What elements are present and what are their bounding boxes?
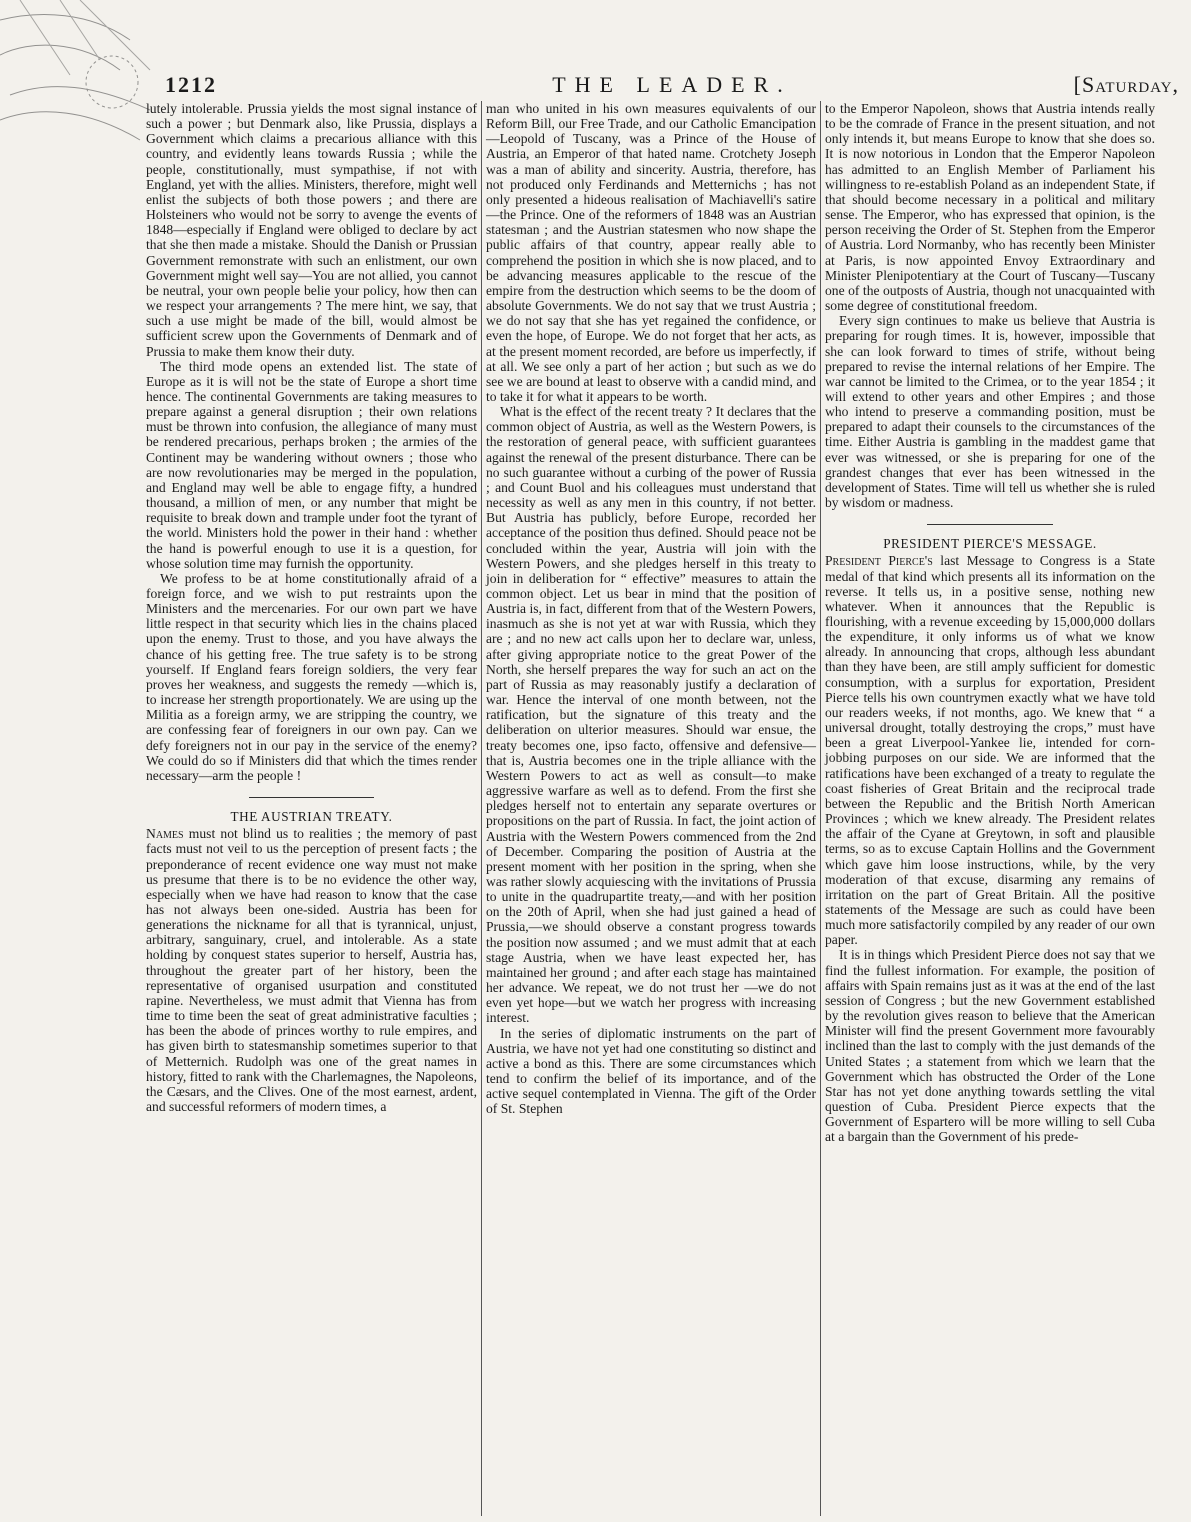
article-heading: PRESIDENT PIERCE'S MESSAGE. (883, 536, 1097, 552)
lead-words: Names (146, 826, 184, 842)
page-header (165, 72, 1179, 98)
paragraph (146, 359, 477, 571)
paragraph-text: It is in things which President Pierce does not say that we find the fullest information. For example, the position of affairs with Spain remains just as it was at the end of the last session of Congress ; but the new Government established by the revolution gives reason to believe that the American Minister will find the present Government more favourably inclined than the last to comply with the just demands of the United States ; a statement from which we learn that the Government which has obstructed the Order of the Lone Star has not yet done anything towards settling the vital question of Cuba. President Pierce expects that the Government of Espartero will be more willing to sell Cuba at a bargain than the Government of his prede- (825, 947, 1155, 1145)
paragraph-text: What is the effect of the recent treaty ? It declares that the common object of Austria, as well as the Western Powers, is the restoration of general peace, with sufficient guarantees against the renewal of the present disturbance. There can be no such guarantee without a curbing of the power of Russia ; and Count Buol and his colleagues must understand that necessity as well as any men in this country, if not better. But Austria has publicly, before Europe, recorded her acceptance of the position thus defined. Should peace not be concluded within the year, Austria will join with the Western Powers, and she pledges herself in this treaty to join in deliberation for “ effective” measures to attain the common object. Let us bear in mind that the position of Austria is, in fact, different from that of the Western Powers, inasmuch as she is not yet at war with Russia, which they are ; and no new act calls upon her to declare war, unless, after giving appropriate notice to the great Power of the North, she herself prepares the way for such an act on the part of Russia as may reasonably justify a declaration of war. Hence the interval of one month between, not the ratification, but the signature of this treaty and the deliberation on ulterior measures. Should war ensue, the treaty becomes one, ipso facto, offensive and defensive—that is, Austria becomes one in the triple alliance with the Western Powers to act as well as consult—to make aggressive warfare as well as to defend. From the first she pledges herself not to entertain any separate overtures or propositions on the part of Russia. In fact, the joint action of Austria with the Western Powers commenced from the 2nd of December. Comparing the position of Austria at the present moment with her position in the spring, when she was rather slowly acquiescing with the invitations of Prussia to unite in the quadrupartite treaty,—and with her position on the 20th of April, when she had just gained a head of Prussia,—we should observe a constant progress towards the position now assumed ; and we must admit that at each stage Austria, when we have least expected her, has maintained her ground ; and after each stage has maintained her advance. We repeat, we do not trust her —we do not even yet hope—but we watch her progress with increasing interest. (486, 404, 816, 1026)
section-divider (927, 524, 1052, 525)
paragraph-text: We profess to be at home constitutionally afraid of a foreign force, and we wish to put restraints upon the Ministers and the mercenaries. For our own part we have little respect in that security which lies in the chains placed upon the enemy. Trust to those, and you have always the chance of his getting free. The true safety is to be strong yourself. If England fears foreign soldiers, the very fear proves her weakness, and suggests the remedy —which is, to increase her strength proportionately. We are using up the Militia as a foreign army, we are stripping the country, we are confessing fear of foreigners in our own pay. Can we defy foreigners not in our pay in the service of the enemy? We could do so if Ministers did that which the times render necessary—arm the people ! (146, 570, 477, 783)
paragraph (486, 101, 816, 404)
paragraph-text: last Message to Congress is a State medal of that kind which presents all its information on the reverse. It tells us, in a positive sense, nothing new whatever. When it announces that the Republic is flourishing, with a revenue exceeding by 15,000,000 dollars the expenditure, it only informs us of what we know already. In announcing that crops, although less abundant than they have been, are still amply sufficient for domestic consumption, with a surplus for exportation, President Pierce tells his own countrymen exactly what we have told our readers weeks, if not months, ago. We knew that “ a universal drought, totally destroying the crops,” must have been a great Liverpool-Yankee lie, intended for corn-jobbing purposes on our side. We are informed that the ratifications have been exchanged of a treaty to regulate the coast fisheries of Great Britain and the reciprocal trade between the Republic and the British North American Provinces ; which we knew already. The President relates the affair of the Cyane at Greytown, in soft and plausible terms, so as to excuse Captain Hollins and the Government which gave him loose instructions, while, by the very moderation of that excuse, disarming any remains of irritation on the part of Great Britain. All the positive statements of the Message are such as could have been much more satisfactorily compiled by any reader of our own paper. (825, 553, 1156, 948)
lead-words: President Pierce's (825, 553, 933, 569)
column-2 (481, 101, 820, 1516)
paragraph-text: In the series of diplomatic instruments on the part of Austria, we have not yet had one constituting so distinct and active a bond as this. There are some circumstances which tend to confirm the belief of its importance, and of the active sequel contemplated in Vienna. The gift of the Order of St. Stephen (486, 1025, 816, 1117)
newspaper-title: THE LEADER. (552, 72, 792, 97)
paragraph (486, 404, 816, 1025)
library-stamp (0, 0, 165, 150)
paragraph (825, 313, 1155, 510)
paragraph-text: Every sign continues to make us believe that Austria is preparing for rough times. It is, however, impossible that she can look forward to times of strife, without being prepared to revise the internal relations of her Empire. The war cannot be limited to the Crimea, or to the year 1854 ; it will extend to other years and other Empires ; and those who intend to preserve a commanding position, must be prepared to adapt their counsels to the circumstances of the time. Either Austria is gambling in the maddest game that ever was witnessed, or she is preparing for one of the grandest changes that ever has been witnessed in the development of States. Time will tell us whether she is ruled by wisdom or madness. (825, 313, 1155, 511)
section-divider (249, 797, 375, 798)
article-columns (142, 101, 1162, 1516)
paragraph-text: man who united in his own measures equivalents of our Reform Bill, our Free Trade, and our Catholic Emancipation—Leopold of Tuscany, was a Prince of the House of Austria, an Emperor of that hated name. Crotchety Joseph was a man of ability and sincerity. Austria, therefore, has not produced only Ferdinands and Metternichs ; has not only presented a hideous realisation of Machiavelli's satire—the Prince. One of the reformers of 1848 was an Austrian statesman ; and the Austrian statesmen who now shape the public affairs of that country, appear really able to comprehend the position in which she is now placed, and to be advancing measures applicable to the rescue of the empire from the destruction which seems to be the doom of absolute Governments. We do not say that we trust Austria ; we do not say that she has yet regained the confidence, or even the hope, of Europe. We do not forget that her acts, as at the present moment recorded, are before us imperfectly, if at all. We see only a part of her action ; but such as we do see we are bound at least to observe with a candid mind, and to take it for what it appears to be worth. (486, 101, 816, 404)
paragraph-text: must not blind us to realities ; the memory of past facts must not veil to us the perception of present facts ; the preponderance of recent evidence one way must not make us presume that there is to be no evidence the other way, especially when we have had reason to know that the case has not always been one-sided. Austria has been for generations the nickname for all that is tyrannical, unjust, arbitrary, sanguinary, cruel, and intolerable. As a state holding by conquest states superior to herself, Austria has, throughout the greater part of her history, been the representative of organised usurpation and constituted rapine. Nevertheless, we must admit that Vienna has from time to time been the seat of great administrative faculties ; has been the abode of princes worthy to rule empires, and has given birth to statesmanship sometimes superior to that of Metternich. Rudolph was one of the great names in history, fitted to rank with the Charlemagnes, the Napoleons, the Cæsars, and the Clives. One of the most earnest, ardent, and successful reformers of modern times, a (146, 826, 477, 1114)
paragraph (146, 571, 477, 783)
paragraph (146, 826, 477, 1114)
column-1 (142, 101, 481, 1516)
paragraph (486, 1026, 816, 1117)
issue-day: [Saturday, (1073, 72, 1179, 97)
paragraph (825, 101, 1155, 313)
article-heading: THE AUSTRIAN TREATY. (230, 809, 393, 825)
page-number: 1212 (165, 72, 217, 97)
paragraph (146, 101, 477, 359)
paragraph (825, 553, 1155, 947)
paragraph (825, 947, 1155, 1144)
paragraph-text: The third mode opens an extended list. The state of Europe as it is will not be the state of Europe a short time hence. The continental Governments are taking measures to prepare against a general disruption ; their own relations must be thrown into confusion, the allegiance of many must be rendered precarious, perhaps broken ; the armies of the Continent may be wandering without owners ; those who are now revolutionaries may be merged in the population, and England may well be able to engage fifty, a hundred thousand, a million of men, or any number that might be requisite to break down and trample under foot the tyrant of the world. Ministers hold the power in their hand : whether the hand is powerful enough to use it is a question, for whose solution time may furnish the opportunity. (146, 358, 477, 571)
column-3 (820, 101, 1159, 1516)
paragraph-text: to the Emperor Napoleon, shows that Austria intends really to be the comrade of France in the present situation, and not only intends it, but means Europe to know that she does so. It is now notorious in London that the Emperor Napoleon has admitted to an English Member of Parliament his willingness to re-establish Poland as an independent State, if that should become necessary in a political and military sense. The Emperor, who has expressed that opinion, is the person receiving the Order of St. Stephen from the Emperor of Austria. Lord Normanby, who has recently been Minister at Paris, is now appointed Envoy Extraordinary and Minister Plenipotentiary at the Court of Tuscany—Tuscany one of the outposts of Austria, though not unacquainted with some degree of constitutional freedom. (825, 101, 1155, 314)
paragraph-text: lutely intolerable. Prussia yields the most signal instance of such a power ; but Denmark also, like Prussia, displays a Government which claims a precarious alliance with this country, and evidently leans towards Russia ; while the people, constitutionally, must sympathise, if not with England, yet with the allies. Ministers, therefore, might well enlist the subjects of both those powers ; and there are Holsteiners who would not be sorry to avenge the events of 1848—especially if England were obliged to declare by act that she then made a mistake. Should the Danish or Prussian Government remonstrate with such an enlistment, our own Government might well say—You are not allied, you cannot be neutral, your own people belie your policy, how then can we respect your arrangements ? The mere hint, we say, that such a use might be made of the bill, would almost be sufficient screw upon the Governments of Denmark and of Prussia to make them know their duty. (146, 101, 477, 359)
